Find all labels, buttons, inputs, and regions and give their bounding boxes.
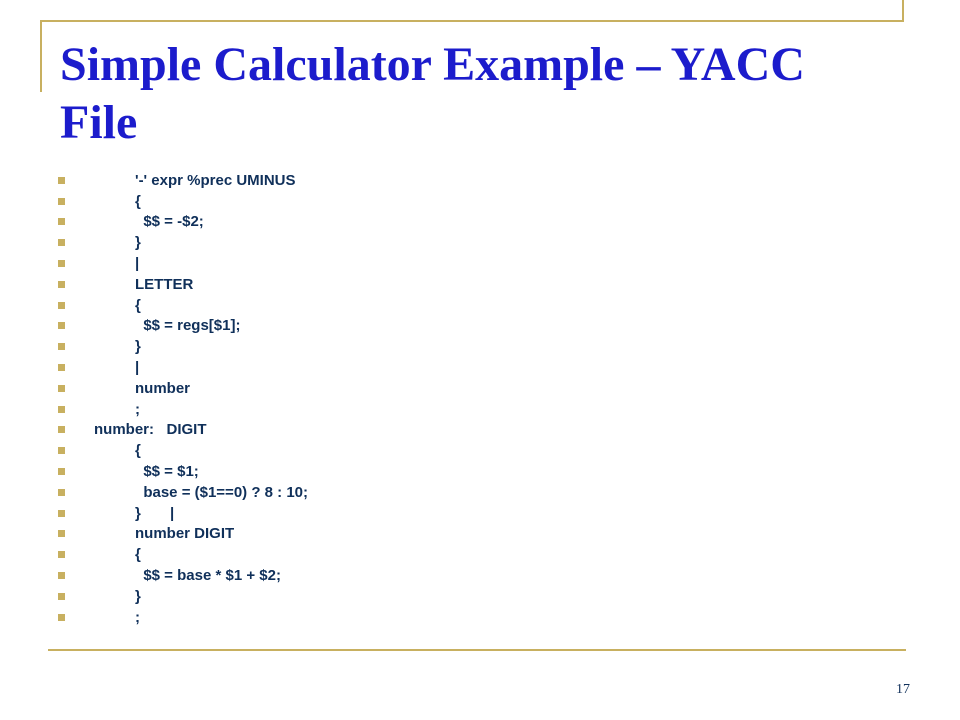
list-item bbox=[58, 170, 308, 191]
square-bullet-icon bbox=[58, 447, 65, 454]
square-bullet-icon bbox=[58, 510, 65, 517]
square-bullet-icon bbox=[58, 593, 65, 600]
list-item bbox=[58, 607, 308, 628]
code-line: base = ($1==0) ? 8 : 10; bbox=[135, 483, 309, 501]
list-item bbox=[58, 295, 308, 316]
frame-right-tick bbox=[902, 0, 904, 22]
frame-top-rule bbox=[40, 20, 904, 22]
list-item bbox=[58, 399, 308, 420]
list-item bbox=[58, 253, 308, 274]
list-item bbox=[58, 482, 308, 503]
code-line: { bbox=[135, 442, 141, 460]
code-line: { bbox=[135, 192, 141, 210]
square-bullet-icon bbox=[58, 260, 65, 267]
list-item bbox=[58, 191, 308, 212]
square-bullet-icon bbox=[58, 614, 65, 621]
list-item bbox=[58, 212, 308, 233]
square-bullet-icon bbox=[58, 406, 65, 413]
list-item bbox=[58, 274, 308, 295]
square-bullet-icon bbox=[58, 218, 65, 225]
code-line: $$ = regs[$1]; bbox=[135, 317, 241, 335]
code-line: LETTER bbox=[135, 275, 194, 293]
list-item bbox=[58, 586, 308, 607]
code-line: number DIGIT bbox=[135, 525, 235, 543]
square-bullet-icon bbox=[58, 364, 65, 371]
code-line: } bbox=[135, 587, 141, 605]
code-line: } bbox=[135, 338, 141, 356]
square-bullet-icon bbox=[58, 239, 65, 246]
list-item bbox=[58, 461, 308, 482]
square-bullet-icon bbox=[58, 385, 65, 392]
list-item bbox=[58, 420, 308, 441]
square-bullet-icon bbox=[58, 281, 65, 288]
frame-bottom-rule bbox=[48, 649, 906, 651]
list-item bbox=[58, 565, 308, 586]
list-item bbox=[58, 544, 308, 565]
code-line: | bbox=[135, 255, 140, 273]
frame-left-rule bbox=[40, 20, 42, 92]
square-bullet-icon bbox=[58, 489, 65, 496]
code-line: $$ = base * $1 + $2; bbox=[135, 567, 281, 585]
list-item bbox=[58, 232, 308, 253]
code-line: '-' expr %prec UMINUS bbox=[135, 171, 296, 189]
square-bullet-icon bbox=[58, 530, 65, 537]
list-item bbox=[58, 357, 308, 378]
square-bullet-icon bbox=[58, 572, 65, 579]
code-line: { bbox=[135, 296, 141, 314]
code-line: { bbox=[135, 546, 141, 564]
slide-title: Simple Calculator Example – YACC File bbox=[60, 38, 805, 149]
code-line: ; bbox=[135, 608, 140, 626]
code-bullet-list bbox=[58, 170, 308, 628]
code-line: | bbox=[135, 359, 140, 377]
code-line: number: DIGIT bbox=[94, 421, 207, 439]
code-line: number bbox=[135, 379, 191, 397]
code-line: } bbox=[135, 234, 141, 252]
list-item bbox=[58, 524, 308, 545]
list-item bbox=[58, 378, 308, 399]
code-line: $$ = $1; bbox=[135, 463, 199, 481]
code-line: ; bbox=[135, 400, 140, 418]
square-bullet-icon bbox=[58, 343, 65, 350]
code-line: $$ = -$2; bbox=[135, 213, 204, 231]
square-bullet-icon bbox=[58, 426, 65, 433]
page-number: 17 bbox=[896, 682, 910, 697]
square-bullet-icon bbox=[58, 177, 65, 184]
list-item bbox=[58, 440, 308, 461]
square-bullet-icon bbox=[58, 322, 65, 329]
square-bullet-icon bbox=[58, 551, 65, 558]
square-bullet-icon bbox=[58, 198, 65, 205]
list-item bbox=[58, 503, 308, 524]
list-item bbox=[58, 336, 308, 357]
code-line: } | bbox=[135, 504, 175, 522]
square-bullet-icon bbox=[58, 468, 65, 475]
list-item bbox=[58, 316, 308, 337]
square-bullet-icon bbox=[58, 302, 65, 309]
